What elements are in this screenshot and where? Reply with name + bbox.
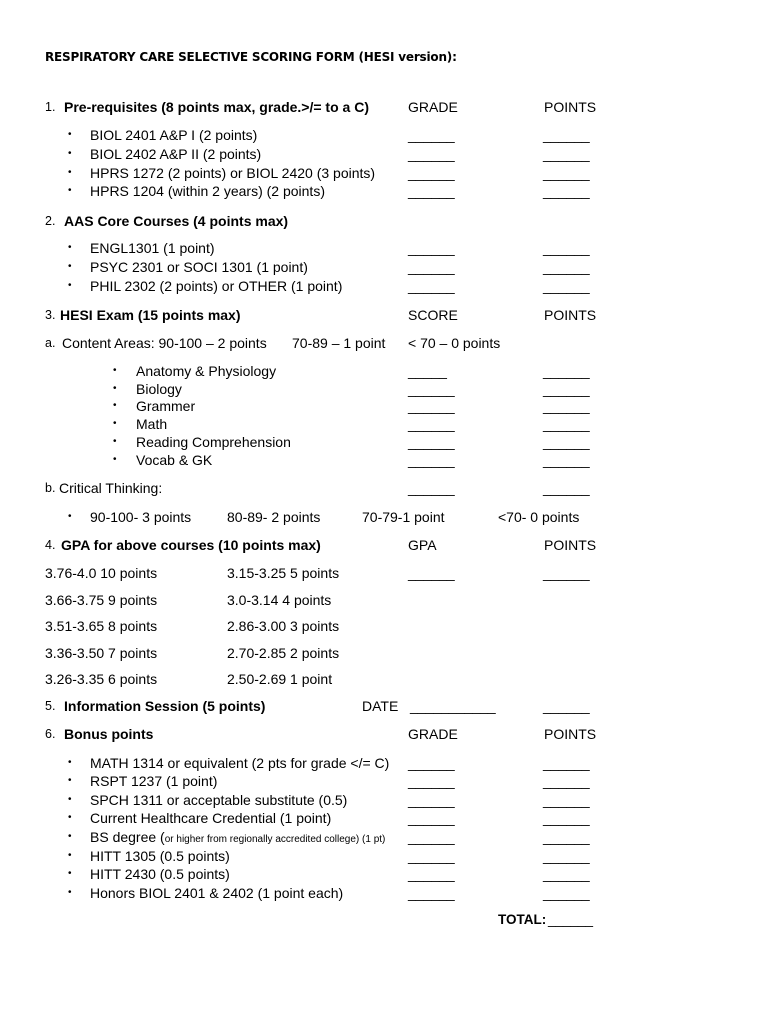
points-blank[interactable]: ______ bbox=[543, 755, 590, 771]
grade-blank[interactable]: ______ bbox=[408, 259, 455, 275]
bullet: • bbox=[68, 185, 72, 196]
points-blank[interactable]: ______ bbox=[543, 398, 590, 414]
section-3-points-header: POINTS bbox=[544, 307, 597, 323]
ct-scale-item: 70-79-1 point bbox=[362, 509, 445, 525]
grade-blank[interactable]: ______ bbox=[408, 792, 455, 808]
bs-degree-main: BS degree ( bbox=[90, 829, 165, 845]
gpa-scale-left: 3.51-3.65 8 points bbox=[45, 618, 158, 634]
gpa-scale-right: 3.15-3.25 5 points bbox=[227, 565, 340, 581]
content-area-item: Grammer bbox=[136, 398, 196, 414]
ct-scale-item: 80-89- 2 points bbox=[227, 509, 321, 525]
sub-a-label: a. bbox=[45, 336, 56, 350]
section-3-number: 3. bbox=[45, 308, 56, 322]
points-blank[interactable]: ______ bbox=[543, 416, 590, 432]
points-blank[interactable]: ______ bbox=[543, 452, 590, 468]
grade-blank[interactable]: ______ bbox=[408, 885, 455, 901]
content-area-item: Biology bbox=[136, 381, 182, 397]
core-item: PHIL 2302 (2 points) or OTHER (1 point) bbox=[90, 278, 343, 294]
total-label: TOTAL: bbox=[498, 912, 547, 927]
points-blank[interactable]: ______ bbox=[543, 829, 590, 845]
bonus-item: Current Healthcare Credential (1 point) bbox=[90, 810, 332, 826]
bullet: • bbox=[68, 511, 72, 522]
core-item: ENGL1301 (1 point) bbox=[90, 240, 215, 256]
gpa-scale-left: 3.36-3.50 7 points bbox=[45, 645, 158, 661]
points-blank[interactable]: ______ bbox=[543, 480, 590, 496]
points-blank[interactable]: ______ bbox=[543, 363, 590, 379]
bonus-item: RSPT 1237 (1 point) bbox=[90, 773, 218, 789]
bs-degree-note: or higher from regionally accredited college) (1 pt) bbox=[164, 834, 386, 845]
grade-blank[interactable]: ______ bbox=[408, 773, 455, 789]
bullet: • bbox=[68, 794, 72, 805]
bonus-item: HITT 2430 (0.5 points) bbox=[90, 866, 230, 882]
content-areas-mid: 70-89 – 1 point bbox=[292, 335, 386, 351]
bullet: • bbox=[68, 775, 72, 786]
prereq-item: HPRS 1272 (2 points) or BIOL 2420 (3 points) bbox=[90, 165, 376, 181]
section-2-number: 2. bbox=[45, 214, 56, 228]
core-item: PSYC 2301 or SOCI 1301 (1 point) bbox=[90, 259, 308, 275]
section-4-points-header: POINTS bbox=[544, 537, 597, 553]
grade-blank[interactable]: ______ bbox=[408, 755, 455, 771]
points-blank[interactable]: ______ bbox=[543, 127, 590, 143]
bullet: • bbox=[113, 436, 117, 447]
grade-blank[interactable]: ______ bbox=[408, 127, 455, 143]
points-blank[interactable]: ______ bbox=[543, 810, 590, 826]
score-blank[interactable]: ______ bbox=[408, 398, 455, 414]
points-blank[interactable]: ______ bbox=[543, 698, 590, 714]
section-1-number: 1. bbox=[45, 100, 56, 114]
section-1-heading: Pre-requisites (8 points max, grade.>/= to a C) bbox=[64, 99, 369, 115]
content-area-item: Reading Comprehension bbox=[136, 434, 291, 450]
section-3-score-header: SCORE bbox=[408, 307, 458, 323]
bullet: • bbox=[113, 418, 117, 429]
prereq-item: BIOL 2402 A&P II (2 points) bbox=[90, 146, 262, 162]
points-blank[interactable]: ______ bbox=[543, 434, 590, 450]
bullet: • bbox=[113, 383, 117, 394]
points-blank[interactable]: ______ bbox=[543, 183, 590, 199]
points-blank[interactable]: ______ bbox=[543, 165, 590, 181]
points-blank[interactable]: ______ bbox=[543, 278, 590, 294]
points-blank[interactable]: ______ bbox=[543, 866, 590, 882]
section-3-heading: HESI Exam (15 points max) bbox=[60, 307, 241, 323]
bullet: • bbox=[68, 887, 72, 898]
score-blank[interactable]: ______ bbox=[408, 416, 455, 432]
grade-blank[interactable]: ______ bbox=[408, 165, 455, 181]
bullet: • bbox=[68, 148, 72, 159]
bullet: • bbox=[68, 261, 72, 272]
bullet: • bbox=[68, 868, 72, 879]
gpa-scale-left: 3.76-4.0 10 points bbox=[45, 565, 158, 581]
bullet: • bbox=[68, 129, 72, 140]
section-1-points-header: POINTS bbox=[544, 99, 597, 115]
points-blank[interactable]: ______ bbox=[543, 848, 590, 864]
section-4-number: 4. bbox=[45, 538, 56, 552]
gpa-scale-right: 3.0-3.14 4 points bbox=[227, 592, 332, 608]
section-6-number: 6. bbox=[45, 727, 56, 741]
grade-blank[interactable]: ______ bbox=[408, 183, 455, 199]
section-4-gpa-header: GPA bbox=[408, 537, 437, 553]
points-blank[interactable]: ______ bbox=[543, 146, 590, 162]
content-areas-low: < 70 – 0 points bbox=[408, 335, 501, 351]
bullet: • bbox=[68, 757, 72, 768]
section-6-points-header: POINTS bbox=[544, 726, 597, 742]
section-5-number: 5. bbox=[45, 699, 56, 713]
bonus-item: MATH 1314 or equivalent (2 pts for grade </= C) bbox=[90, 755, 390, 771]
bonus-item: SPCH 1311 or acceptable substitute (0.5) bbox=[90, 792, 348, 808]
bonus-item: HITT 1305 (0.5 points) bbox=[90, 848, 230, 864]
gpa-scale-left: 3.66-3.75 9 points bbox=[45, 592, 158, 608]
points-blank[interactable]: ______ bbox=[543, 885, 590, 901]
grade-blank[interactable]: ______ bbox=[408, 278, 455, 294]
score-blank[interactable]: ______ bbox=[408, 452, 455, 468]
bullet: • bbox=[68, 167, 72, 178]
section-2-heading: AAS Core Courses (4 points max) bbox=[64, 213, 289, 229]
content-area-item: Vocab & GK bbox=[136, 452, 213, 468]
score-blank[interactable]: ______ bbox=[408, 381, 455, 397]
total-blank[interactable]: ______ bbox=[548, 912, 594, 927]
section-1-grade-header: GRADE bbox=[408, 99, 458, 115]
points-blank[interactable]: ______ bbox=[543, 240, 590, 256]
points-blank[interactable]: ______ bbox=[543, 259, 590, 275]
section-4-heading: GPA for above courses (10 points max) bbox=[61, 537, 321, 553]
date-blank[interactable]: ___________ bbox=[410, 698, 496, 714]
grade-blank[interactable]: ______ bbox=[408, 146, 455, 162]
date-label: DATE bbox=[362, 698, 399, 714]
points-blank[interactable]: ______ bbox=[543, 565, 590, 581]
bonus-item: Honors BIOL 2401 & 2402 (1 point each) bbox=[90, 885, 344, 901]
gpa-scale-right: 2.86-3.00 3 points bbox=[227, 618, 340, 634]
points-blank[interactable]: ______ bbox=[543, 381, 590, 397]
section-5-heading: Information Session (5 points) bbox=[64, 698, 266, 714]
grade-blank[interactable]: ______ bbox=[408, 829, 455, 845]
gpa-scale-right: 2.50-2.69 1 point bbox=[227, 671, 333, 687]
sub-b-label: b. bbox=[45, 481, 56, 495]
bullet: • bbox=[68, 831, 72, 842]
grade-blank[interactable]: ______ bbox=[408, 240, 455, 256]
content-area-item: Math bbox=[136, 416, 168, 432]
section-6-grade-header: GRADE bbox=[408, 726, 458, 742]
bullet: • bbox=[68, 242, 72, 253]
bullet: • bbox=[113, 454, 117, 465]
section-6-heading: Bonus points bbox=[64, 726, 154, 742]
gpa-scale-left: 3.26-3.35 6 points bbox=[45, 671, 158, 687]
bullet: • bbox=[68, 280, 72, 291]
score-blank[interactable]: ______ bbox=[408, 480, 455, 496]
ct-scale-item: 90-100- 3 points bbox=[90, 509, 192, 525]
grade-blank[interactable]: ______ bbox=[408, 848, 455, 864]
gpa-scale-right: 2.70-2.85 2 points bbox=[227, 645, 340, 661]
bullet: • bbox=[113, 400, 117, 411]
grade-blank[interactable]: ______ bbox=[408, 810, 455, 826]
points-blank[interactable]: ______ bbox=[543, 792, 590, 808]
points-blank[interactable]: ______ bbox=[543, 773, 590, 789]
score-blank[interactable]: _____ bbox=[408, 363, 447, 379]
gpa-blank[interactable]: ______ bbox=[408, 565, 455, 581]
score-blank[interactable]: ______ bbox=[408, 434, 455, 450]
ct-scale-item: <70- 0 points bbox=[498, 509, 580, 525]
grade-blank[interactable]: ______ bbox=[408, 866, 455, 882]
bullet: • bbox=[68, 850, 72, 861]
content-areas-scale: Content Areas: 90-100 – 2 points bbox=[62, 335, 267, 351]
critical-thinking-label: Critical Thinking: bbox=[59, 480, 163, 496]
bullet: • bbox=[113, 365, 117, 376]
content-area-item: Anatomy & Physiology bbox=[136, 363, 277, 379]
bullet: • bbox=[68, 812, 72, 823]
prereq-item: HPRS 1204 (within 2 years) (2 points) bbox=[90, 183, 325, 199]
bonus-item-bs-degree bbox=[90, 830, 385, 845]
form-title: RESPIRATORY CARE SELECTIVE SCORING FORM (HESI version): bbox=[45, 50, 457, 64]
prereq-item: BIOL 2401 A&P I (2 points) bbox=[90, 127, 258, 143]
